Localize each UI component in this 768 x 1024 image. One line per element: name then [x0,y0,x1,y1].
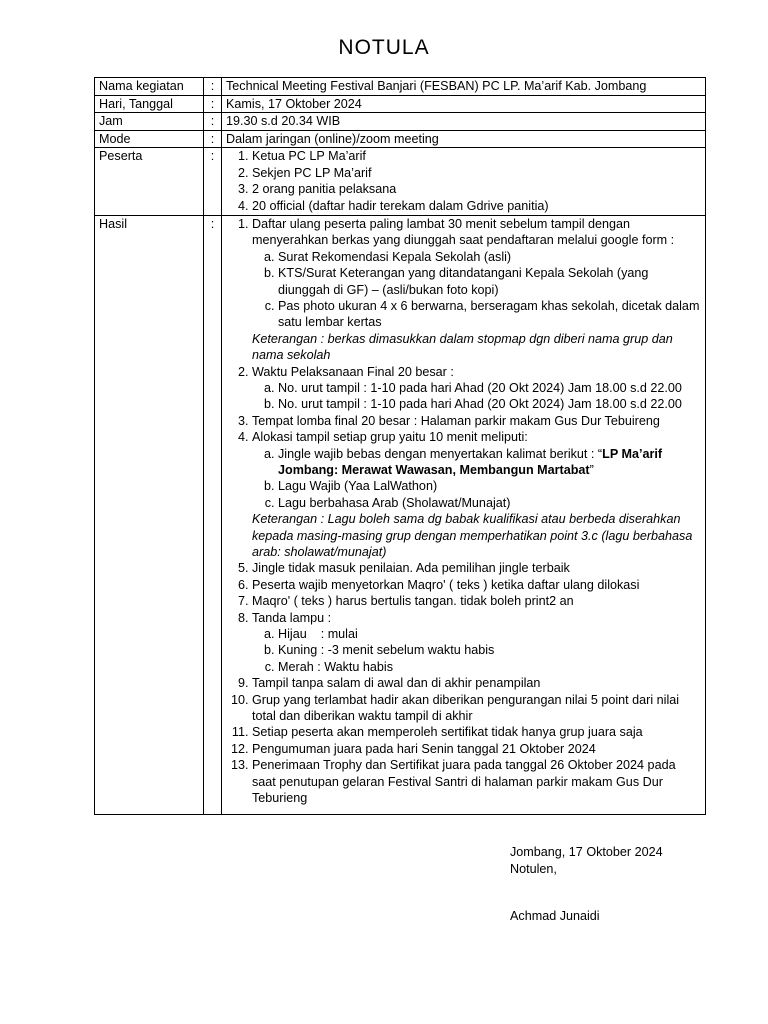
hasil-item-10: 10. Grup yang terlambat hadir akan diberikan pengurangan nilai 5 point dari nilai total dan diberikan waktu tampil di akhir [252,692,701,725]
hasil-item-7: 7. Maqro' ( teks ) harus bertulis tangan. tidak boleh print2 an [252,593,701,609]
signature-role: Notulen, [510,862,557,876]
hasil-subitem: b. Lagu Wajib (Yaa LalWathon) [278,478,701,494]
signature-name: Achmad Junaidi [510,909,600,923]
colon: : [204,215,222,814]
label-hari-tanggal: Hari, Tanggal [95,95,204,113]
hasil-item-11: 11. Setiap peserta akan memperoleh sertifikat tidak hanya grup juara saja [252,724,701,740]
label-peserta: Peserta [95,148,204,215]
hasil-subitem: c. Pas photo ukuran 4 x 6 berwarna, berseragam khas sekolah, dicetak dalam satu lembar kertas [278,298,701,331]
signature-place-date: Jombang, 17 Oktober 2024 [510,845,663,859]
hasil-item-text: Tanda lampu : [252,610,332,625]
label-nama-kegiatan: Nama kegiatan [95,78,204,96]
peserta-item: 4. 20 official (daftar hadir terekam dalam Gdrive panitia) [252,198,701,214]
hasil-item-9: 9. Tampil tanpa salam di awal dan di akhir penampilan [252,675,701,691]
colon: : [204,78,222,96]
hasil-list [226,216,701,807]
label-hasil: Hasil [95,215,204,814]
peserta-item: 2. Sekjen PC LP Ma’arif [252,165,701,181]
hasil-subitem: a. No. urut tampil : 1-10 pada hari Ahad (20 Okt 2024) Jam 18.00 s.d 22.00 [278,380,701,396]
hasil-subitem: b. KTS/Surat Keterangan yang ditandatangani Kepala Sekolah (yang diunggah di GF) – (asli/bukan foto kopi) [278,265,701,298]
colon: : [204,148,222,215]
hasil-item-text: Waktu Pelaksanaan Final 20 besar : [252,364,454,379]
hasil-item-1 [252,216,701,364]
notula-table [94,77,706,815]
hasil-item-12: 12. Pengumuman juara pada hari Senin tanggal 21 Oktober 2024 [252,741,701,757]
hasil-subitem: c. Lagu berbahasa Arab (Sholawat/Munajat) [278,495,701,511]
peserta-list [226,148,701,214]
page-title: NOTULA [338,36,430,59]
row-jam [95,113,706,131]
hasil-item-text: Alokasi tampil setiap grup yaitu 10 menit meliputi: [252,430,528,445]
hasil-subitem: a. Surat Rekomendasi Kepala Sekolah (asli) [278,249,701,265]
colon: : [204,130,222,148]
hasil-sublist [252,249,701,331]
hasil-sublist [252,380,701,413]
row-hari-tanggal [95,95,706,113]
hasil-item-8 [252,610,701,676]
hasil-item-3: 3. Tempat lomba final 20 besar : Halaman parkir makam Gus Dur Tebuireng [252,413,701,429]
row-peserta [95,148,706,215]
hasil-item-5: 5. Jingle tidak masuk penilaian. Ada pemilihan jingle terbaik [252,560,701,576]
peserta-item: 3. 2 orang panitia pelaksana [252,181,701,197]
keterangan-note: Keterangan : Lagu boleh sama dg babak kualifikasi atau berbeda diserahkan kepada masing-masing grup dengan memperhatikan point 3.c (lagu berbahasa arab: sholawat/munajat) [252,512,693,560]
hasil-item-13: 13. Penerimaan Trophy dan Sertifikat juara pada tanggal 26 Oktober 2024 pada saat penutupan gelaran Festival Santri di halaman parkir makam Gus Dur Teburieng [252,757,701,806]
value-mode: Dalam jaringan (online)/zoom meeting [222,130,706,148]
hasil-subitem: b. Kuning : -3 menit sebelum waktu habis [278,642,701,658]
hasil-subitem: a. Hijau : mulai [278,626,701,642]
hasil-sublist [252,446,701,512]
label-mode: Mode [95,130,204,148]
keterangan-note: Keterangan : berkas dimasukkan dalam stopmap dgn diberi nama grup dan nama sekolah [252,331,673,363]
hasil-subitem [278,446,701,479]
hasil-item-6: 6. Peserta wajib menyetorkan Maqro' ( teks ) ketika daftar ulang dilokasi [252,577,701,593]
jingle-close-quote: ” [589,462,594,477]
hasil-sublist [252,626,701,675]
label-jam: Jam [95,113,204,131]
hasil-subitem: b. No. urut tampil : 1-10 pada hari Ahad (20 Okt 2024) Jam 18.00 s.d 22.00 [278,396,701,412]
hasil-item-2 [252,364,701,413]
jingle-text: Jingle wajib bebas dengan menyertakan kalimat berikut : “ [278,446,603,461]
value-peserta [222,148,706,215]
value-nama-kegiatan: Technical Meeting Festival Banjari (FESBAN) PC LP. Ma’arif Kab. Jombang [222,78,706,96]
hasil-item-4 [252,429,701,560]
colon: : [204,95,222,113]
value-jam: 19.30 s.d 20.34 WIB [222,113,706,131]
hasil-subitem: c. Merah : Waktu habis [278,659,701,675]
value-hasil [222,215,706,814]
hasil-item-text: Daftar ulang peserta paling lambat 30 menit sebelum tampil dengan menyerahkan berkas yang diunggah saat pendaftaran melalui google form : [252,216,675,248]
row-hasil [95,215,706,814]
jingle-slogan: LP Ma’arif Jombang: Merawat Wawasan, Membangun Martabat [278,446,663,477]
colon: : [204,113,222,131]
peserta-item: 1. Ketua PC LP Ma’arif [252,148,701,164]
row-mode [95,130,706,148]
value-hari-tanggal: Kamis, 17 Oktober 2024 [222,95,706,113]
row-nama-kegiatan [95,78,706,96]
